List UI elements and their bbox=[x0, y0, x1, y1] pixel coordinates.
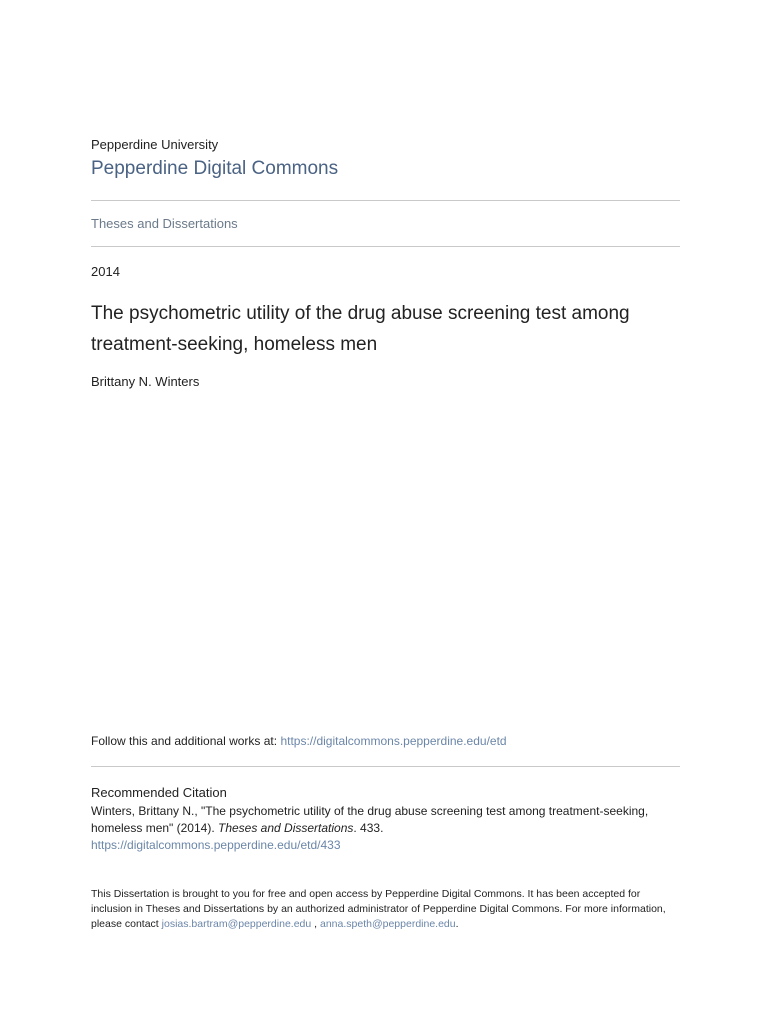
contact-email-2[interactable]: anna.speth@pepperdine.edu bbox=[320, 918, 456, 930]
citation-link[interactable]: https://digitalcommons.pepperdine.edu/etd/433 bbox=[91, 838, 341, 852]
publication-year: 2014 bbox=[91, 264, 120, 279]
follow-works-link[interactable]: https://digitalcommons.pepperdine.edu/etd bbox=[280, 734, 507, 748]
citation-series: Theses and Dissertations bbox=[217, 821, 354, 835]
citation-body: Winters, Brittany N., "The psychometric utility of the drug abuse screening test among treatment-seeking, homeless men" (2014). bbox=[91, 804, 649, 835]
follow-works-label: Follow this and additional works at: bbox=[91, 734, 281, 748]
citation-number: . 433. bbox=[353, 821, 384, 835]
divider-top bbox=[91, 200, 680, 201]
notice-text: This Dissertation is brought to you for free and open access by Pepperdine Digital Commons. It has been accepted for inclusion in Theses and Dissertations by an authorized administrator of Pepperdine Digital Commons. For more information, please contact bbox=[91, 888, 666, 930]
follow-works-line bbox=[91, 734, 507, 748]
email-separator: , bbox=[311, 918, 320, 930]
contact-email-1[interactable]: josias.bartram@pepperdine.edu bbox=[161, 918, 312, 930]
notice-end: . bbox=[455, 918, 459, 930]
document-title: The psychometric utility of the drug abuse screening test among treatment-seeking, homeless men bbox=[91, 303, 630, 355]
citation-text bbox=[91, 803, 681, 854]
divider-middle bbox=[91, 246, 680, 247]
access-notice bbox=[91, 887, 681, 932]
institution-name: Pepperdine University bbox=[91, 137, 219, 152]
collection-link[interactable]: Theses and Dissertations bbox=[91, 216, 238, 231]
repository-link[interactable]: Pepperdine Digital Commons bbox=[91, 158, 339, 179]
divider-bottom bbox=[91, 766, 680, 767]
recommended-citation-heading: Recommended Citation bbox=[91, 785, 227, 800]
document-author: Brittany N. Winters bbox=[91, 374, 200, 389]
